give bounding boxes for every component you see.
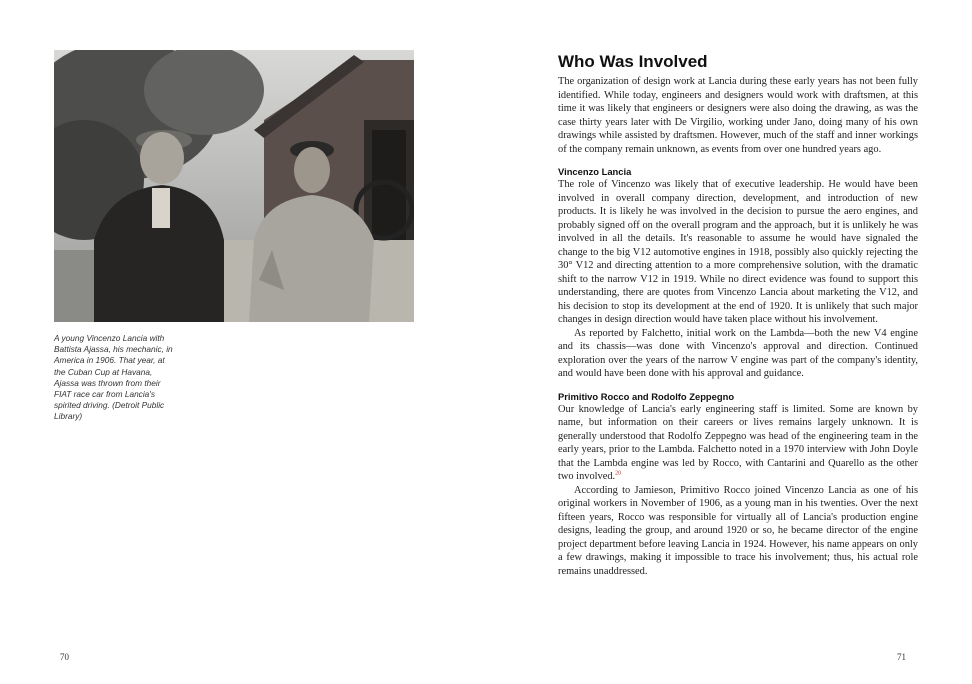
article [558, 52, 918, 578]
intro-paragraph: The organization of design work at Lancia during these early years has not been fully identified. While today, engineers and designers would work with draftsmen, at this time it was likely that engineers or designers were also doing the drawing, as was the case thirty years later with De Virgilio, working under Jano, doing many of his own drawings while assisted by draftsmen. However, much of the staff and inner workings of the company remain unknown, as events from over one hundred years ago. [558, 76, 918, 155]
footnote-reference[interactable]: 20 [615, 470, 622, 477]
rocco-paragraph-1 [558, 403, 918, 484]
right-page [486, 0, 972, 684]
rocco-paragraph-1-text: Our knowledge of Lancia's early engineering staff is limited. Some are known by name, but information on their careers or lives remains largely unknown. It is generally understood that Rodolfo Zeppegno was head of the engineering team in the early years, prior to the Lambda. Falchetto noted in a 1970 interview with John Doyle that the Lambda engine was led by Rocco, with Cantarini and Quarello as the other two involved. [558, 403, 918, 482]
article-title: Who Was Involved [558, 52, 708, 71]
page-number-left: 70 [60, 652, 69, 662]
vincenzo-paragraph-2: As reported by Falchetto, initial work on the Lambda—both the new V4 engine and its chassis—was done with Vincenzo's approval and direction. Continued exploration over the years of the narrow V engine was part of the company's identity, and would have been done with his approval and guidance. [558, 327, 918, 379]
page-number-right: 71 [897, 652, 906, 662]
section-heading-rocco-zeppegno: Primitivo Rocco and Rodolfo Zeppegno [558, 390, 735, 402]
photo-illustration [54, 50, 414, 322]
vincenzo-paragraph-1: The role of Vincenzo was likely that of executive leadership. He would have been involved in overall company direction, development, and introduction of new products. It is likely he was involved in the decision to pursue the aero engines, and probably signed off on the overall program and the approach, but it is unlikely he was involved in all the details. It's reasonable to assume he would have signaled the change to the big V12 automotive engines in 1918, possibly also quickly rejecting the 30° V12 and directing attention to a more comprehensive solution, with the dramatic shift to the narrow V12 in 1919. While no direct evidence was found to support this understanding, there are quotes from Vincenzo Lancia about marketing the V12, and his decision to stop its development at the end of 1920. It is unlikely that such major changes in design direction would have taken place without his involvement. [558, 179, 918, 325]
photo-caption: A young Vincenzo Lancia with Battista Ajassa, his mechanic, in America in 1906. That year, at the Cuban Cup at Havana, Ajassa was thrown from their FIAT race car from Lancia's spirited driving. (Detroit Public Library) [54, 333, 173, 422]
historic-photo [54, 50, 414, 322]
rocco-paragraph-2: According to Jamieson, Primitivo Rocco joined Vincenzo Lancia as one of his original workers in November of 1906, as a young man in his twenties. Over the next fifteen years, Rocco was responsible for virtually all of Lancia's production engine designs, leading the group, and around 1920 or so, he became director of the engine project department before leaving Lancia in 1924. However, his name appears on only a few drawings, making it impossible to trace his involvement; thus, his actual role remains unaddressed. [558, 484, 918, 577]
section-heading-vincenzo: Vincenzo Lancia [558, 166, 632, 177]
